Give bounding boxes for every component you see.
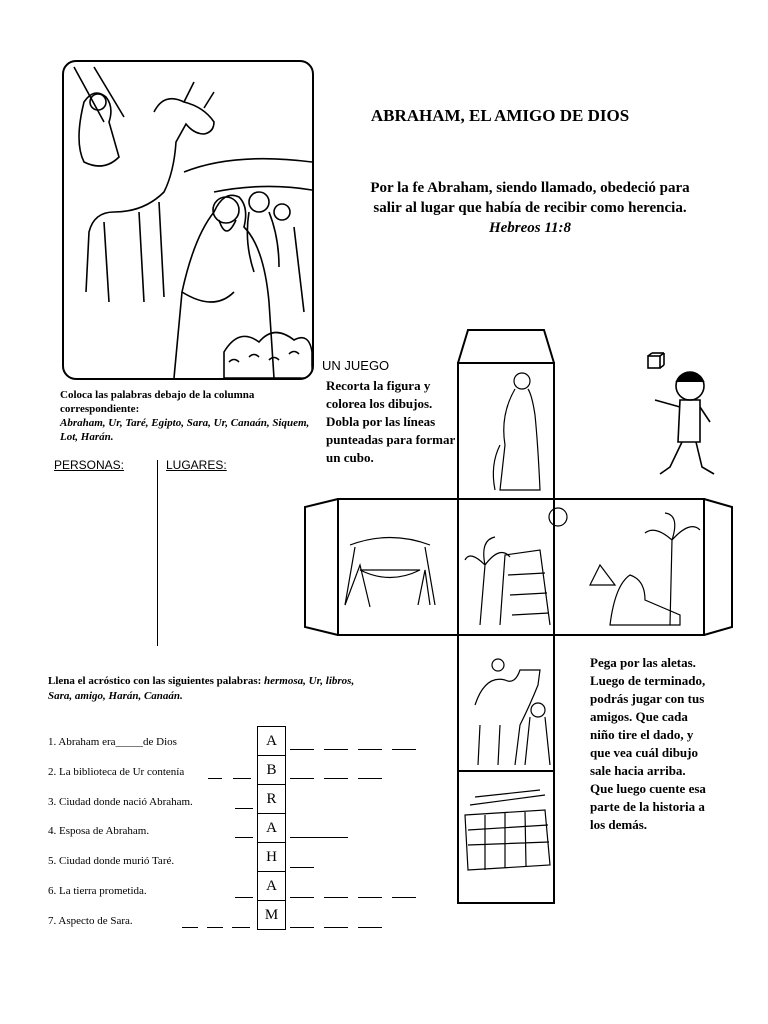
game-heading: UN JUEGO <box>322 358 390 373</box>
verse-text: Por la fe Abraham, siendo llamado, obedeció para salir al lugar que había de recibir como herencia. <box>370 180 690 216</box>
dice-icon <box>648 356 660 368</box>
acrostic-instruction <box>48 674 378 704</box>
left-flap <box>305 499 338 635</box>
acrostic-letter: A <box>258 872 285 901</box>
acrostic-letter: R <box>258 785 285 814</box>
acrostic-question-3: 3. Ciudad donde nació Abraham. <box>48 796 193 808</box>
verse-reference: Hebreos 11:8 <box>488 220 572 236</box>
game-instructions-continued: Pega por las aletas. Luego de terminado, podrás jugar con tus amigos. Que cada niño tire el dado, y que vea cuál dibujo sale hacia arriba. Que luego cuente esa parte de la historia a los demás. <box>590 655 706 832</box>
sort-word-list: Abraham, Ur, Taré, Egipto, Sara, Ur, Canaán, Siquem, Lot, Harán. <box>60 417 310 443</box>
acrostic-letter: B <box>258 756 285 785</box>
top-flap <box>458 330 554 363</box>
right-flap <box>704 499 732 635</box>
acrostic-question-6: 6. La tierra prometida. <box>48 885 147 897</box>
acrostic-letter: H <box>258 843 285 872</box>
bible-verse <box>360 178 700 238</box>
face-sphinx <box>554 499 704 635</box>
acrostic-question-2: 2. La biblioteca de Ur contenía <box>48 766 185 778</box>
acrostic-question-7: 7. Aspecto de Sara. <box>48 915 133 927</box>
column-people-header: PERSONAS: <box>54 458 125 472</box>
face-altar <box>458 771 554 903</box>
face-tent <box>338 499 458 635</box>
face-city <box>458 499 554 635</box>
acrostic-letter: A <box>258 727 285 756</box>
page-title: ABRAHAM, EL AMIGO DE DIOS <box>370 106 630 125</box>
acrostic-question-4: 4. Esposa de Abraham. <box>48 825 150 837</box>
column-divider <box>157 460 158 646</box>
abraham-caravan-illustration <box>62 60 314 380</box>
game-instructions: Recorta la figura y colorea los dibujos. Dobla por las líneas punteadas para formar un cubo. <box>326 378 456 465</box>
boy-with-dice-illustration <box>640 352 720 492</box>
acrostic-question-5: 5. Ciudad donde murió Taré. <box>48 855 175 867</box>
acrostic-word-list: hermosa, Ur, libros, Sara, amigo, Harán, Canaán. <box>48 675 355 702</box>
caravan-drawing <box>64 62 312 378</box>
acrostic-column <box>257 726 286 930</box>
sort-instruction-text: Coloca las palabras debajo de la columna correspondiente: <box>60 389 255 415</box>
sort-instruction <box>60 388 315 444</box>
acrostic-letter: A <box>258 814 285 843</box>
acrostic-letter: M <box>264 907 279 923</box>
column-places-header: LUGARES: <box>166 458 227 472</box>
acrostic-instruction-text: Llena el acróstico con las siguientes palabras: <box>48 675 262 687</box>
acrostic-question-1: 1. Abraham era_____de Dios <box>48 736 177 748</box>
